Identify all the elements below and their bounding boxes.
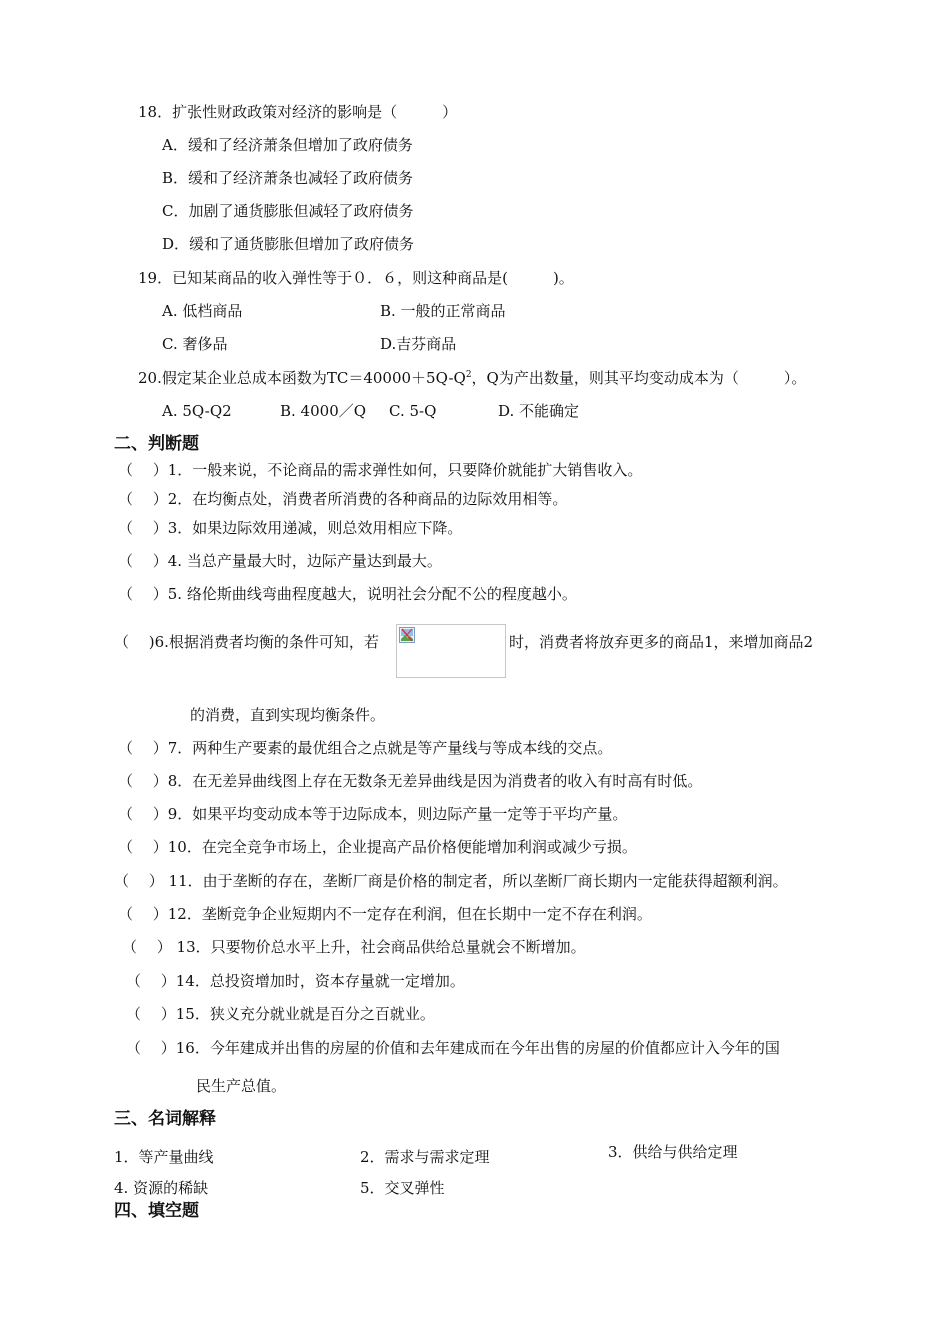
judgement-item-8: （ ）8．在无差异曲线图上存在无数条无差异曲线是因为消费者的收入有时高有时低。 <box>118 772 703 790</box>
section-3-heading: 三、名词解释 <box>114 1109 216 1129</box>
question-20-option-d: D. 不能确定 <box>498 402 580 420</box>
formula-image-placeholder <box>396 624 506 678</box>
judgement-item-13: （ ） 13．只要物价总水平上升，社会商品供给总量就会不断增加。 <box>122 938 586 956</box>
question-20-stem-part-a: 20.假定某企业总成本函数为TC＝40000＋5Q-Q <box>138 369 466 387</box>
section-4-heading: 四、填空题 <box>114 1201 199 1221</box>
question-20-stem-exponent: 2 <box>465 370 472 380</box>
question-18-option-d: D．缓和了通货膨胀但增加了政府债务 <box>162 235 415 253</box>
term-4: 4. 资源的稀缺 <box>114 1179 209 1197</box>
question-19-option-a: A. 低档商品 <box>162 302 243 320</box>
judgement-item-9: （ ）9．如果平均变动成本等于边际成本，则边际产量一定等于平均产量。 <box>118 805 628 823</box>
section-2-heading: 二、判断题 <box>114 434 199 454</box>
judgement-item-12: （ ）12．垄断竞争企业短期内不一定存在利润，但在长期中一定不存在利润。 <box>118 905 652 923</box>
judgement-item-16: （ ）16．今年建成并出售的房屋的价值和去年建成而在今年出售的房屋的价值都应计入今年的国 <box>126 1039 780 1057</box>
question-18-option-a: A．缓和了经济萧条但增加了政府债务 <box>162 136 413 154</box>
question-18-option-c: C．加剧了通货膨胀但减轻了政府债务 <box>162 202 414 220</box>
judgement-item-11: （ ） 11．由于垄断的存在，垄断厂商是价格的制定者，所以垄断厂商长期内一定能获得超额利润。 <box>114 872 788 890</box>
judgement-item-14: （ ）14．总投资增加时，资本存量就一定增加。 <box>126 972 465 990</box>
question-20-stem-part-b: ，Q为产出数量，则其平均变动成本为（ ）。 <box>471 369 807 387</box>
question-19-option-b: B. 一般的正常商品 <box>380 302 506 320</box>
term-5: 5．交叉弹性 <box>360 1179 445 1197</box>
question-18-option-b: B．缓和了经济萧条也减轻了政府债务 <box>162 169 414 187</box>
judgement-item-10: （ ）10．在完全竞争市场上，企业提高产品价格便能增加利润或减少亏损。 <box>118 838 637 856</box>
question-20-option-b: B. 4000／Q <box>280 402 367 420</box>
question-19-option-d: D.吉芬商品 <box>380 335 457 353</box>
judgement-item-2: （ ）2．在均衡点处，消费者所消费的各种商品的边际效用相等。 <box>118 490 568 508</box>
term-2: 2．需求与需求定理 <box>360 1148 490 1166</box>
judgement-item-7: （ ）7．两种生产要素的最优组合之点就是等产量线与等成本线的交点。 <box>118 739 613 757</box>
judgement-item-6-part-3: 的消费，直到实现均衡条件。 <box>190 706 386 724</box>
judgement-item-16-continued: 民生产总值。 <box>196 1077 287 1095</box>
question-19-stem: 19．已知某商品的收入弹性等于０．６，则这种商品是( )。 <box>138 269 574 287</box>
term-3: 3．供给与供给定理 <box>608 1143 738 1161</box>
question-18-stem: 18．扩张性财政政策对经济的影响是（ ） <box>138 103 458 121</box>
judgement-item-4: （ ）4. 当总产量最大时，边际产量达到最大。 <box>118 552 442 570</box>
question-20-stem <box>138 368 806 388</box>
judgement-item-15: （ ）15．狭义充分就业就是百分之百就业。 <box>126 1005 435 1023</box>
judgement-item-5: （ ）5. 络伦斯曲线弯曲程度越大，说明社会分配不公的程度越小。 <box>118 585 577 603</box>
judgement-item-6-part-2: 时，消费者将放弃更多的商品1，来增加商品2 <box>509 633 814 651</box>
judgement-item-3: （ ）3．如果边际效用递减，则总效用相应下降。 <box>118 519 463 537</box>
question-19-option-c: C. 奢侈品 <box>162 335 228 353</box>
broken-image-icon <box>399 627 415 643</box>
question-20-option-c: C. 5-Q <box>389 402 437 420</box>
judgement-item-6-part-1: （ )6.根据消费者均衡的条件可知，若 <box>114 633 379 651</box>
question-20-option-a: A. 5Q-Q2 <box>162 402 232 420</box>
term-1: 1．等产量曲线 <box>114 1148 214 1166</box>
judgement-item-1: （ ）1．一般来说，不论商品的需求弹性如何，只要降价就能扩大销售收入。 <box>118 461 643 479</box>
